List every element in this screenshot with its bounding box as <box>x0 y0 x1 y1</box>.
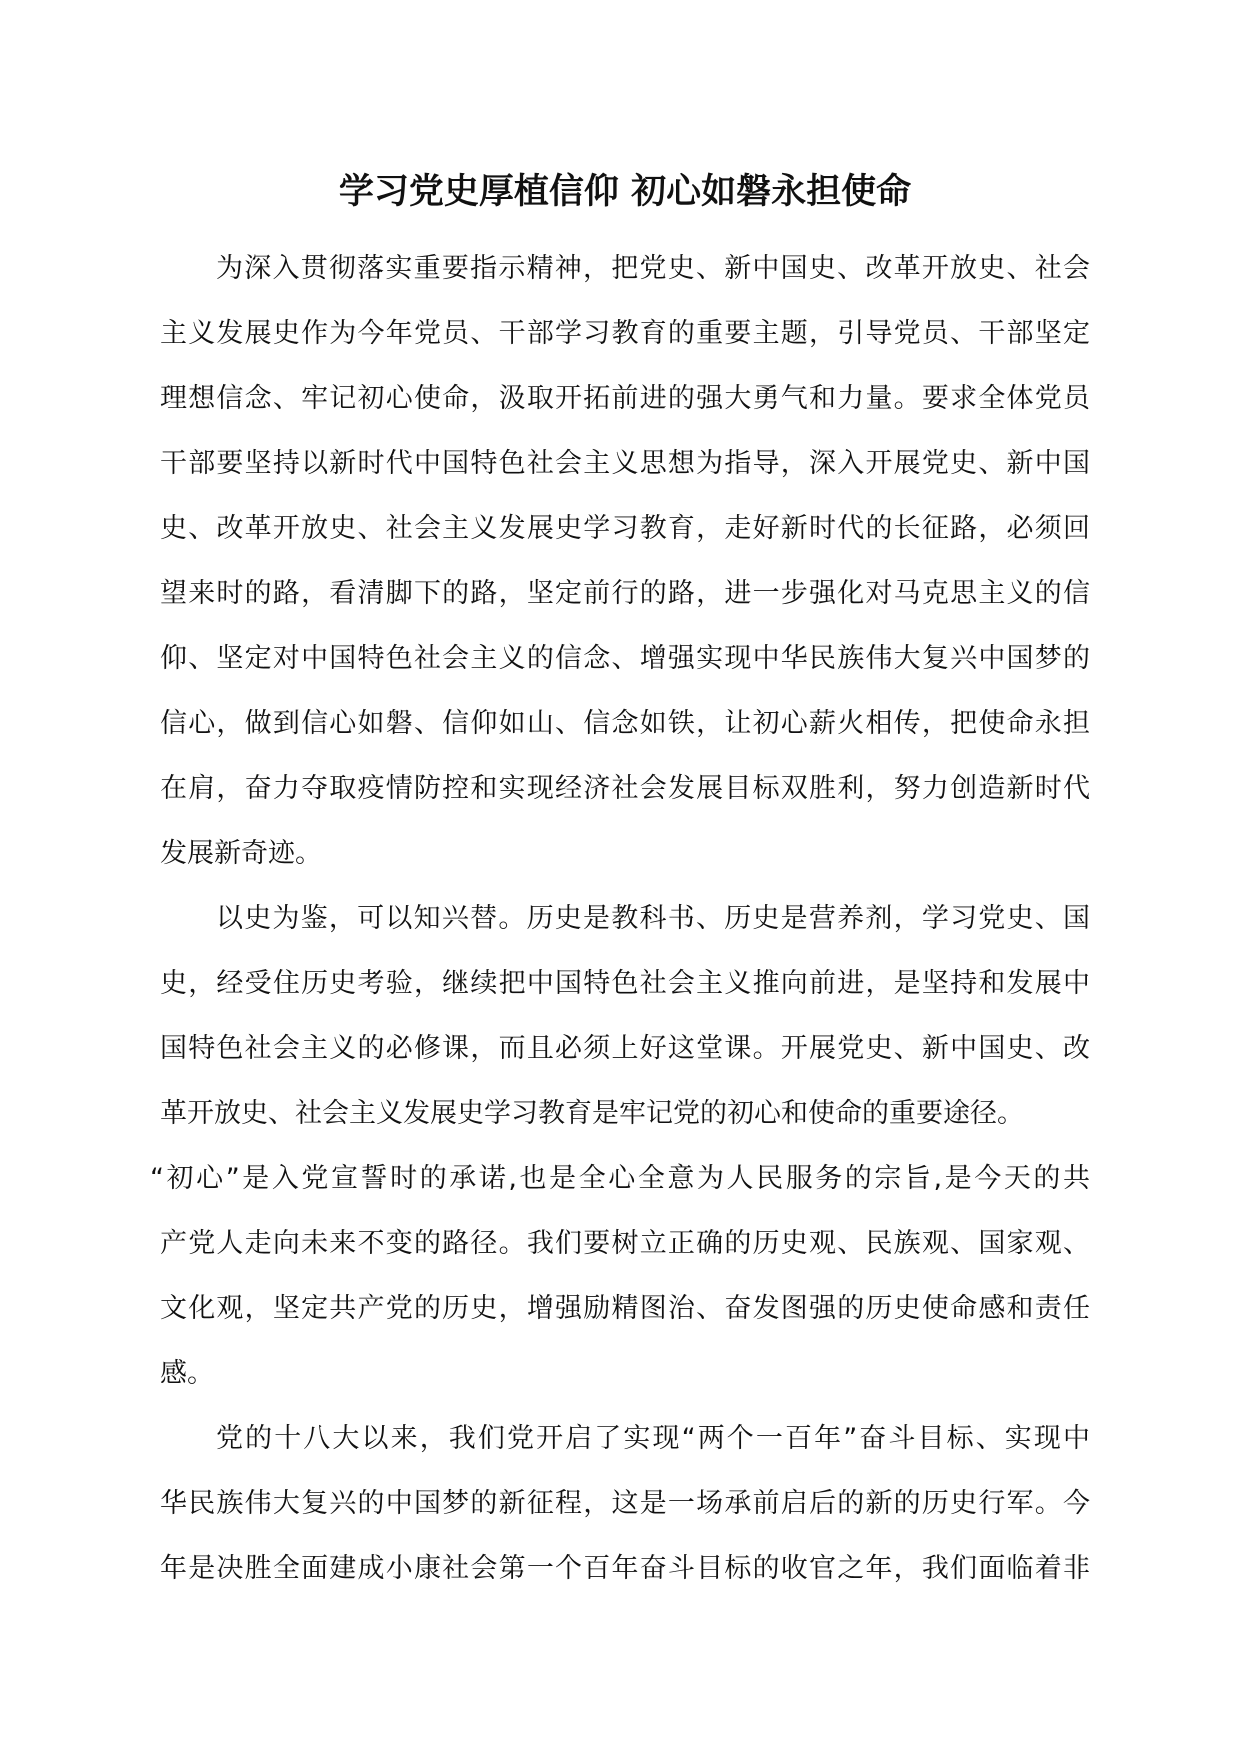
document-body <box>150 236 1090 1601</box>
paragraph-line: 发展新奇迹。 <box>160 838 322 869</box>
paragraph-line: 干部要坚持以新时代中国特色社会主义思想为指导，深入开展党史、新中国 <box>160 448 1090 479</box>
paragraph-line: 史、改革开放史、社会主义发展史学习教育，走好新时代的长征路，必须回 <box>160 513 1090 544</box>
paragraph-line: 国特色社会主义的必修课，而且必须上好这堂课。开展党史、新中国史、改 <box>160 1033 1090 1064</box>
paragraph-line: 革开放史、社会主义发展史学习教育是牢记党的初心和使命的重要途径。 <box>160 1098 1024 1129</box>
paragraph-line: 以史为鉴，可以知兴替。历史是教科书、历史是营养剂，学习党史、国 <box>216 903 1090 934</box>
paragraph-line: 党的十八大以来，我们党开启了实现“两个一百年”奋斗目标、实现中 <box>216 1423 1090 1454</box>
paragraph-line: 信心，做到信心如磐、信仰如山、信念如铁，让初心薪火相传，把使命永担 <box>160 708 1090 739</box>
paragraph-line: 仰、坚定对中国特色社会主义的信念、增强实现中华民族伟大复兴中国梦的 <box>160 643 1090 674</box>
paragraph-line: 主义发展史作为今年党员、干部学习教育的重要主题，引导党员、干部坚定 <box>160 318 1090 349</box>
paragraph-line: 史，经受住历史考验，继续把中国特色社会主义推向前进，是坚持和发展中 <box>160 968 1090 999</box>
paragraph-line: 华民族伟大复兴的中国梦的新征程，这是一场承前启后的新的历史行军。今 <box>160 1488 1090 1519</box>
paragraph-line: 感。 <box>160 1358 214 1389</box>
paragraph-line: 望来时的路，看清脚下的路，坚定前行的路，进一步强化对马克思主义的信 <box>160 578 1090 609</box>
document-title: 学习党史厚植信仰 初心如磐永担使命 <box>338 172 912 212</box>
paragraph-line: 理想信念、牢记初心使命，汲取开拓前进的强大勇气和力量。要求全体党员 <box>160 383 1090 414</box>
paragraph-line: 产党人走向未来不变的路径。我们要树立正确的历史观、民族观、国家观、 <box>160 1228 1090 1259</box>
paragraph-line: 文化观，坚定共产党的历史，增强励精图治、奋发图强的历史使命感和责任 <box>160 1293 1090 1324</box>
paragraph-line: “初心”是入党宣誓时的承诺,也是全心全意为人民服务的宗旨,是今天的共 <box>150 1163 1090 1194</box>
paragraph-line: 在肩，奋力夺取疫情防控和实现经济社会发展目标双胜利，努力创造新时代 <box>160 773 1090 804</box>
paragraph-line: 为深入贯彻落实重要指示精神，把党史、新中国史、改革开放史、社会 <box>216 253 1090 284</box>
paragraph-line: 年是决胜全面建成小康社会第一个百年奋斗目标的收官之年，我们面临着非 <box>160 1553 1090 1584</box>
